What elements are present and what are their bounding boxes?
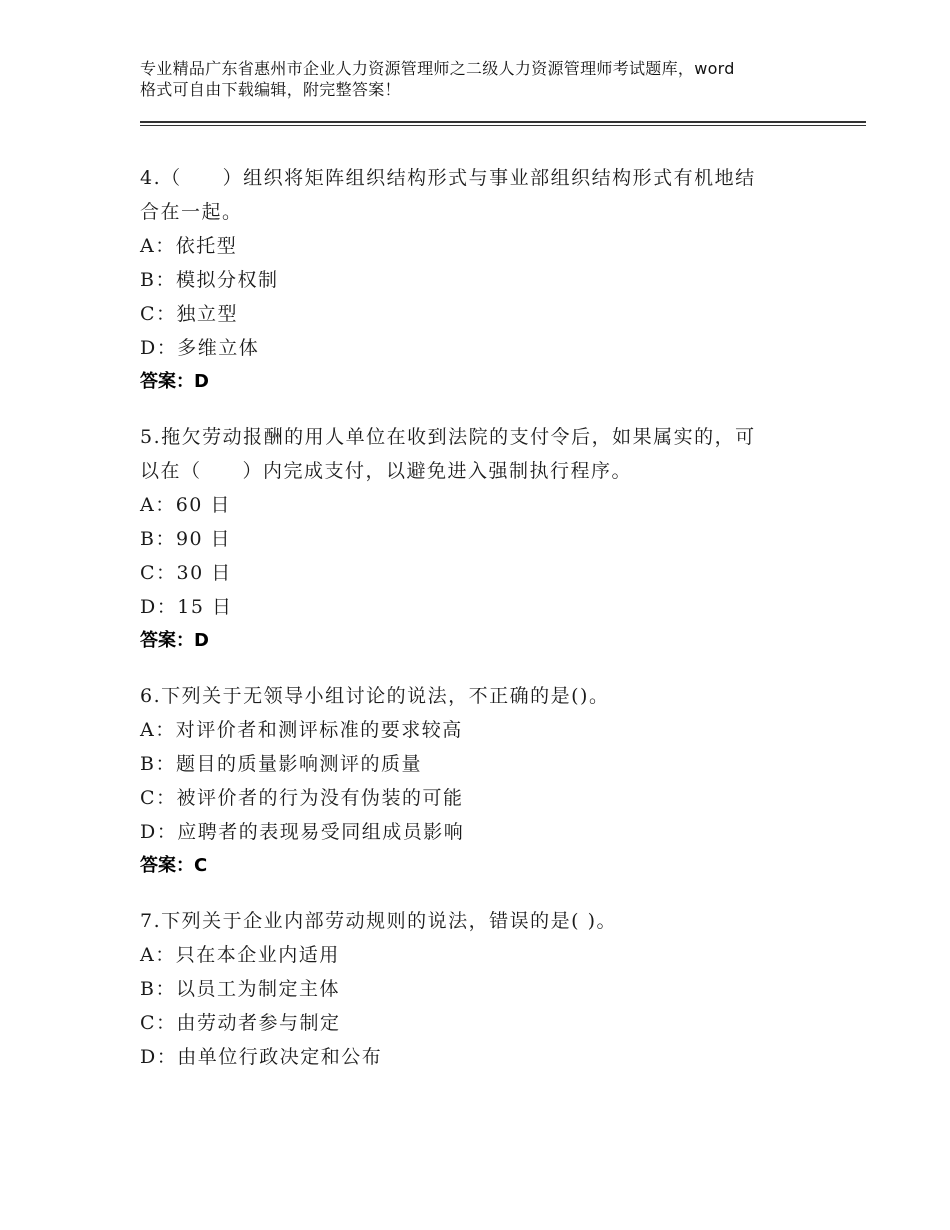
document-header — [140, 58, 840, 100]
answer: 答案：D — [140, 371, 209, 392]
header-divider-thick — [140, 121, 866, 123]
option-d: D：多维立体 — [140, 337, 260, 359]
question-5 — [140, 420, 840, 658]
option-a: A：依托型 — [140, 235, 238, 257]
option-c: C：独立型 — [140, 303, 239, 325]
option-d: D：由单位行政决定和公布 — [140, 1046, 383, 1068]
option-b: B：题目的质量影响测评的质量 — [140, 753, 422, 775]
header-title-line-1: 专业精品广东省惠州市企业人力资源管理师之二级人力资源管理师考试题库，word — [140, 59, 735, 78]
option-b: B：以员工为制定主体 — [140, 978, 340, 1000]
option-c: C：30 日 — [140, 562, 232, 584]
question-4 — [140, 161, 840, 399]
option-b: B：模拟分权制 — [140, 269, 279, 291]
question-text-line-2: 合在一起。 — [140, 201, 243, 223]
answer: 答案：D — [140, 630, 209, 651]
option-a: A：对评价者和测评标准的要求较高 — [140, 719, 463, 741]
question-text-line-2: 以在（ ）内完成支付，以避免进入强制执行程序。 — [140, 460, 633, 482]
question-7 — [140, 904, 840, 1074]
option-b: B：90 日 — [140, 528, 232, 550]
answer: 答案：C — [140, 855, 208, 876]
header-divider-thin — [140, 125, 866, 126]
option-d: D：应聘者的表现易受同组成员影响 — [140, 821, 465, 843]
option-c: C：由劳动者参与制定 — [140, 1012, 341, 1034]
option-d: D：15 日 — [140, 596, 233, 618]
question-list — [140, 161, 840, 1095]
question-text-line-1: 7.下列关于企业内部劳动规则的说法，错误的是( )。 — [140, 910, 617, 932]
option-a: A：60 日 — [140, 494, 231, 516]
option-c: C：被评价者的行为没有伪装的可能 — [140, 787, 464, 809]
question-6 — [140, 679, 840, 883]
question-text-line-1: 6.下列关于无领导小组讨论的说法，不正确的是()。 — [140, 685, 610, 707]
question-text-line-1: 5.拖欠劳动报酬的用人单位在收到法院的支付令后，如果属实的，可 — [140, 426, 756, 448]
question-text-line-1: 4.（ ）组织将矩阵组织结构形式与事业部组织结构形式有机地结 — [140, 167, 756, 189]
option-a: A：只在本企业内适用 — [140, 944, 340, 966]
header-title-line-2: 格式可自由下载编辑，附完整答案！ — [140, 80, 401, 99]
